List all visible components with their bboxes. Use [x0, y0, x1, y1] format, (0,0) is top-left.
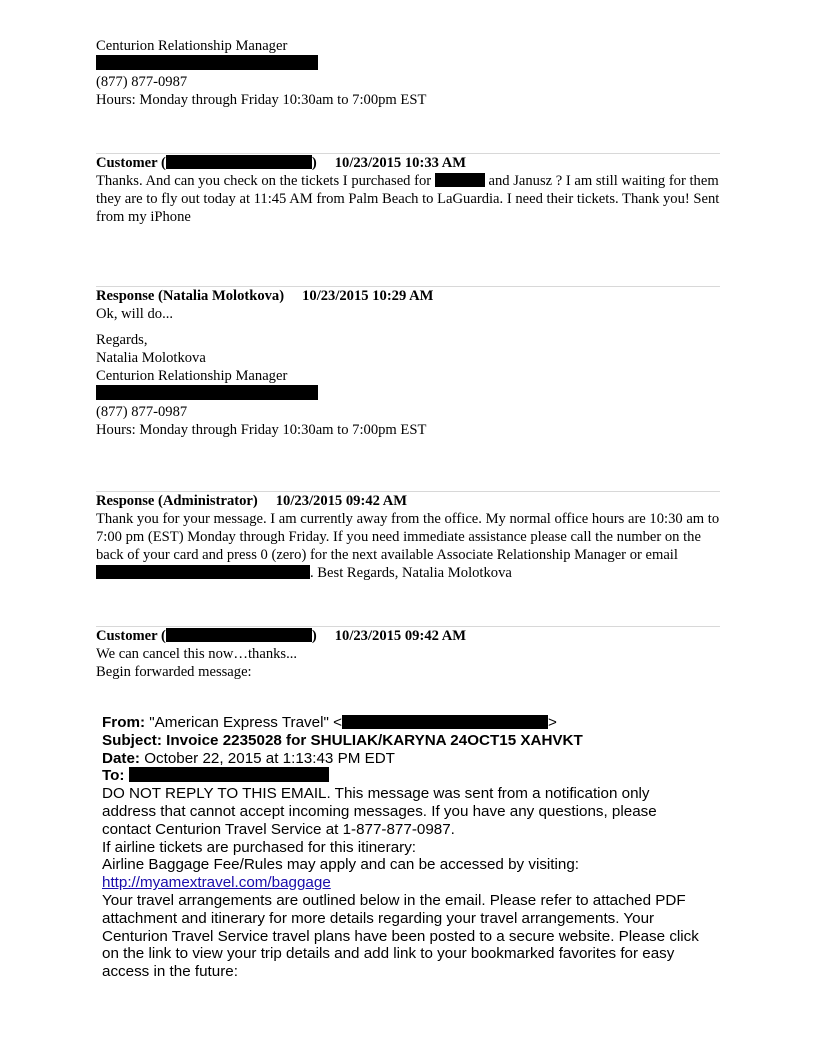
redacted-customer-name — [166, 628, 312, 642]
message-response-admin — [96, 492, 721, 582]
top-signature — [96, 37, 721, 109]
signature-hours: Hours: Monday through Friday 10:30am to 7:00pm EST — [96, 92, 427, 108]
message-header: Customer ( ) 10/23/2015 09:42 AM — [96, 628, 467, 644]
forwarded-from: From: "American Express Travel" < > — [102, 714, 557, 731]
message-body: Begin forwarded message: — [96, 664, 252, 680]
message-body: We can cancel this now…thanks... — [96, 646, 298, 662]
forwarded-to: To: — [102, 767, 702, 785]
message-timestamp: 10/23/2015 10:29 AM — [302, 288, 434, 304]
message-timestamp: 10/23/2015 10:33 AM — [334, 155, 467, 171]
signature-name: Natalia Molotkova — [96, 350, 206, 366]
forwarded-date: Date: October 22, 2015 at 1:13:43 PM EDT — [102, 749, 395, 767]
message-customer-1 — [96, 154, 721, 226]
redacted-customer-name — [166, 155, 312, 169]
redacted-sender-email — [342, 715, 548, 729]
message-timestamp: 10/23/2015 09:42 AM — [275, 493, 408, 509]
message-header: Response (Natalia Molotkova) 10/23/2015 10:29 AM — [96, 288, 434, 304]
signature-phone: (877) 877-0987 — [96, 404, 188, 420]
redacted-email — [96, 565, 310, 579]
baggage-link[interactable]: http://myamextravel.com/baggage — [102, 874, 331, 892]
redacted-name — [435, 173, 485, 187]
forwarded-body-notice: DO NOT REPLY TO THIS EMAIL. This message was sent from a notification only address that cannot accept incoming messages. If you have any questions, please contact Centurion Travel Service at 1-877-877-0987. — [102, 785, 657, 838]
message-header: Customer ( ) 10/23/2015 10:33 AM — [96, 155, 467, 171]
signature-title: Centurion Relationship Manager — [96, 368, 288, 384]
message-header: Response (Administrator) 10/23/2015 09:42 AM — [96, 493, 408, 509]
message-response-natalia — [96, 287, 721, 439]
forwarded-body-airline: If airline tickets are purchased for this itinerary: — [102, 838, 417, 856]
message-body: Thank you for your message. I am currently away from the office. My normal office hours are 10:30 am to 7:00 pm (EST) Monday through Friday. If you need immediate assistance please call the number on the back of your card and press 0 (zero) for the next available Associate Relationship Manager or email . Best Regards, Natalia Molotkova — [96, 511, 720, 581]
signature-hours: Hours: Monday through Friday 10:30am to 7:00pm EST — [96, 422, 427, 438]
redacted-recipient — [129, 767, 329, 782]
message-customer-2 — [96, 627, 721, 681]
forwarded-body-arrangements: Your travel arrangements are outlined below in the email. Please refer to attached PDF attachment and itinerary for more details regarding your travel arrangements. Your Centurion Travel Service travel plans have been posted to a secure website. Please click on the link to view your trip details and add link to your bookmarked favorites for easy access in the future: — [102, 891, 699, 981]
signature-title: Centurion Relationship Manager — [96, 38, 288, 54]
message-timestamp: 10/23/2015 09:42 AM — [334, 628, 467, 644]
message-body: Ok, will do... — [96, 306, 174, 322]
forwarded-email — [102, 714, 702, 981]
forwarded-subject: Subject: Invoice 2235028 for SHULIAK/KARYNA 24OCT15 XAHVKT — [102, 731, 583, 749]
redacted-email — [96, 55, 318, 70]
signature-phone: (877) 877-0987 — [96, 74, 188, 90]
redacted-email — [96, 385, 318, 400]
message-body: Thanks. And can you check on the tickets I purchased for and Janusz ? I am still waiting for them they are to fly out today at 11:45 AM from Palm Beach to LaGuardia. I need their tickets. Thank you! Sent from my iPhone — [96, 173, 720, 225]
signature-regards: Regards, — [96, 332, 148, 348]
forwarded-body-baggage: Airline Baggage Fee/Rules may apply and can be accessed by visiting: — [102, 856, 579, 874]
